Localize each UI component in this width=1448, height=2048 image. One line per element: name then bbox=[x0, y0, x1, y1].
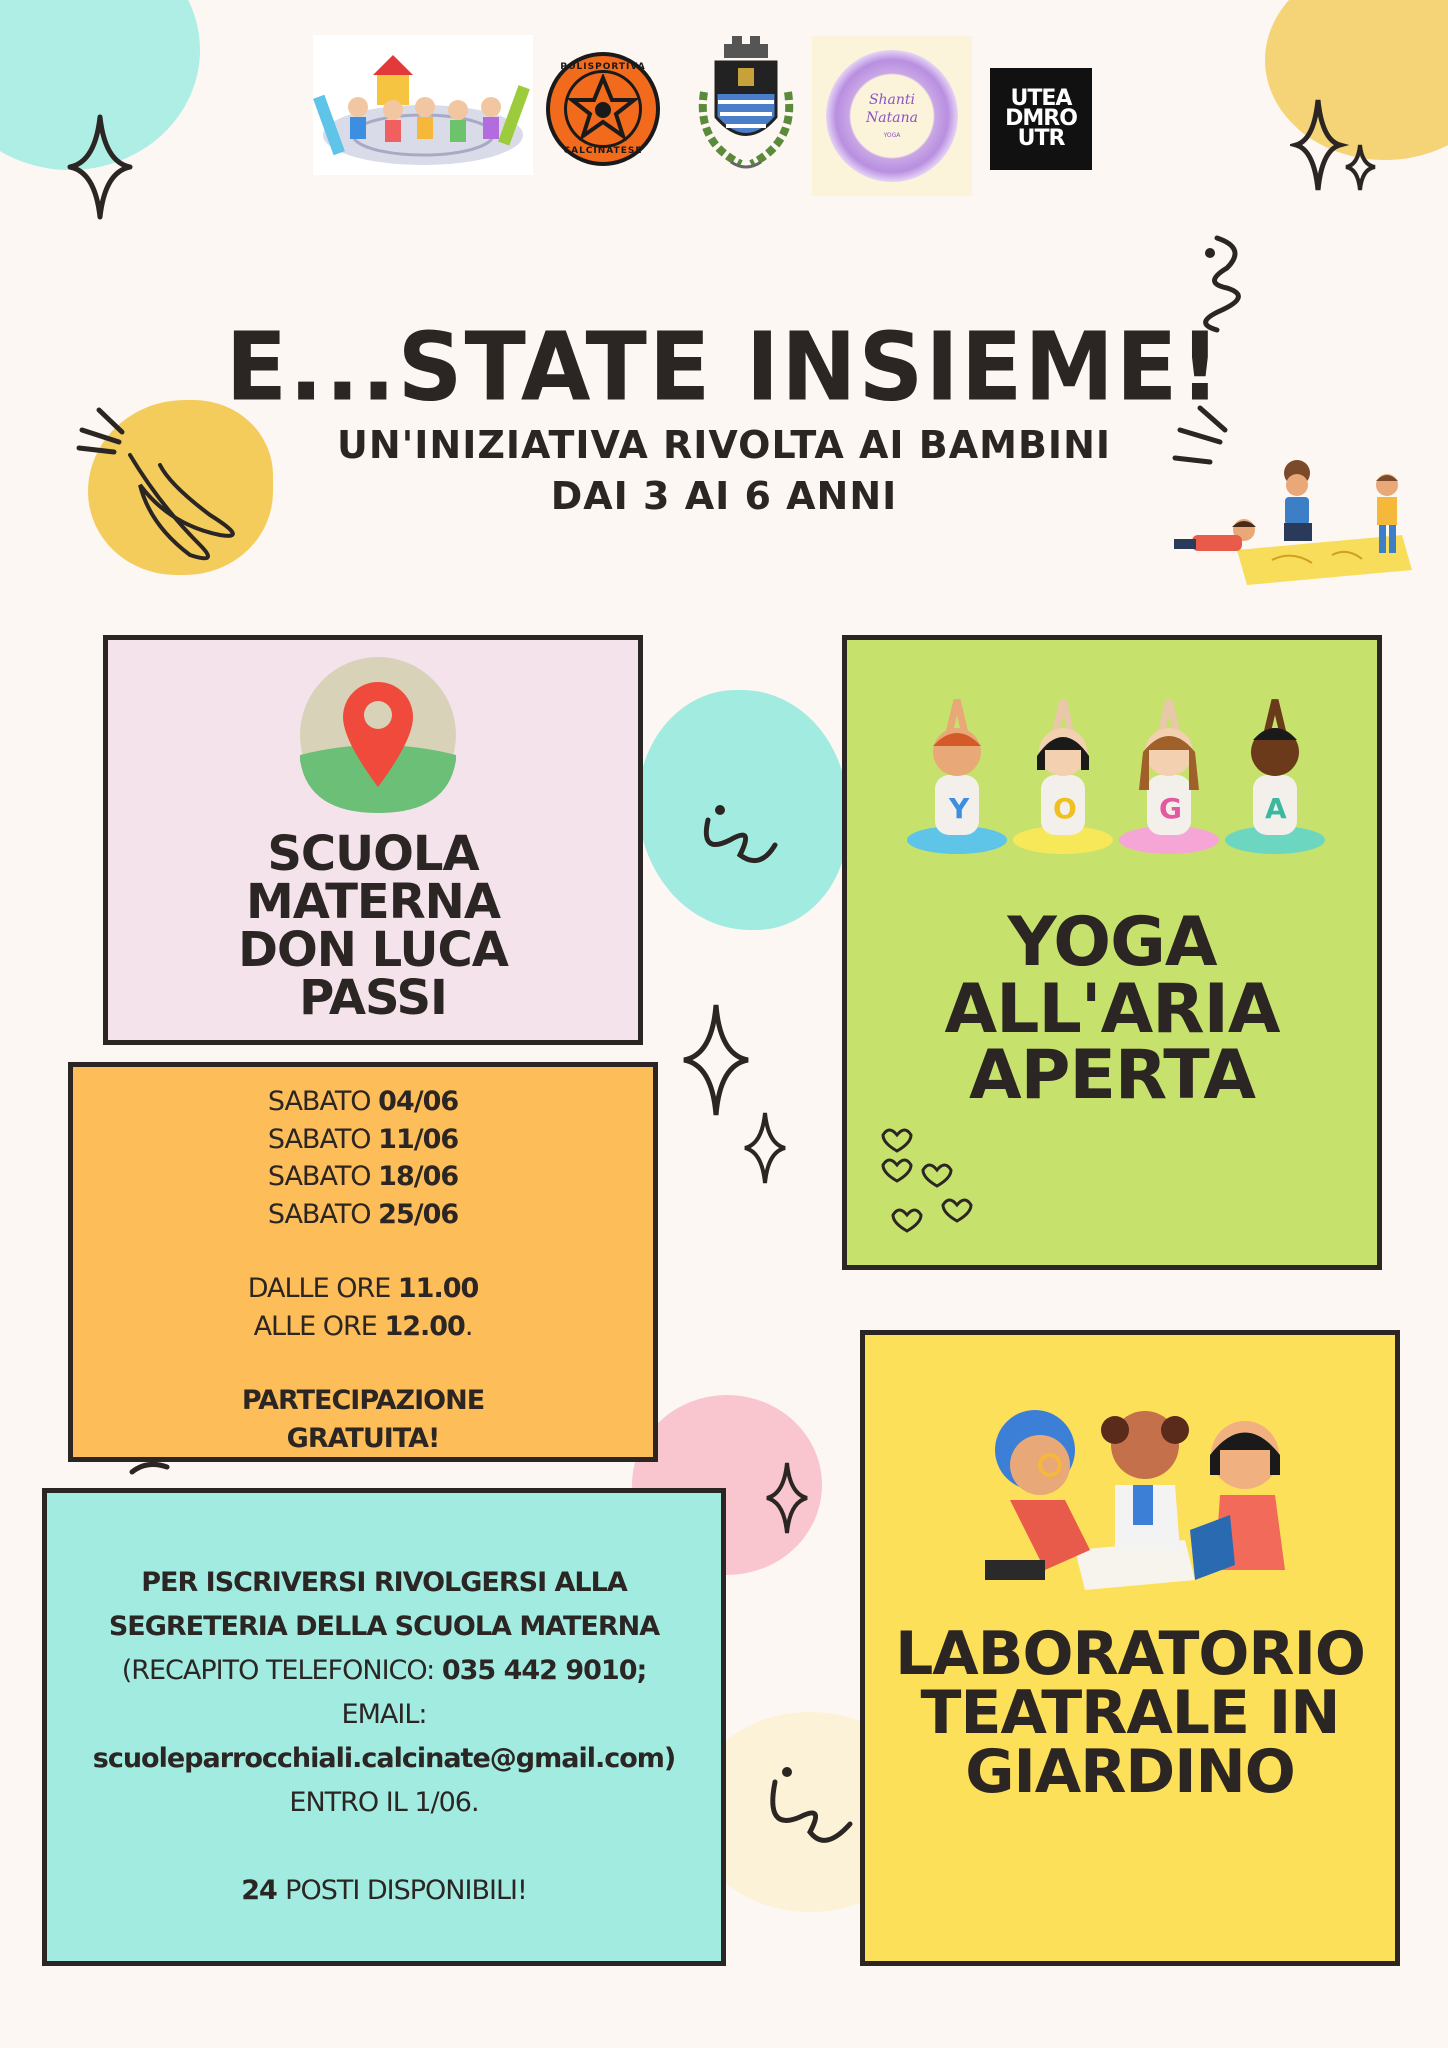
udu-line2: DMRO bbox=[1005, 106, 1077, 131]
municipal-crest-logo bbox=[686, 32, 806, 180]
enrol-phone: (RECAPITO TELEFONICO: 035 442 9010; bbox=[121, 1655, 647, 1686]
enrolment-card bbox=[42, 1488, 726, 1966]
free-participation-line1: PARTECIPAZIONE bbox=[241, 1385, 485, 1416]
udu-line3: UTR bbox=[1017, 126, 1065, 151]
schedule-to-time: ALLE ORE 12.00. bbox=[253, 1310, 473, 1342]
location-line3: DON LUCA bbox=[238, 922, 508, 978]
udu-teatro-logo bbox=[990, 68, 1092, 170]
sparkle-icon bbox=[740, 1108, 790, 1188]
shanti-line3: YOGA bbox=[883, 132, 901, 139]
map-pin-icon bbox=[298, 655, 458, 815]
available-seats: 24 POSTI DISPONIBILI! bbox=[241, 1875, 527, 1906]
enrol-email-label: EMAIL: bbox=[341, 1699, 427, 1730]
sparkle-icon bbox=[65, 112, 135, 222]
yoga-letter-o: O bbox=[1053, 792, 1077, 825]
swirl-icon bbox=[700, 800, 780, 870]
polisportiva-bottom-text: CALCINATESE bbox=[563, 146, 643, 156]
theatre-card bbox=[860, 1330, 1400, 1966]
sparkle-icon bbox=[762, 1458, 812, 1538]
schedule-date-row: SABATO 11/06 bbox=[267, 1123, 459, 1155]
sparkle-icon bbox=[678, 1000, 753, 1120]
kids-logo bbox=[313, 35, 533, 175]
yoga-kids-illustration bbox=[905, 690, 1325, 860]
location-card bbox=[103, 635, 643, 1045]
polisportiva-logo bbox=[546, 52, 660, 166]
yoga-title-line3: APERTA bbox=[969, 1036, 1255, 1116]
enrol-line1: PER ISCRIVERSI RIVOLGERSI ALLA bbox=[141, 1567, 627, 1598]
hearts-icon bbox=[877, 1115, 977, 1245]
theatre-title-line2: TEATRALE IN bbox=[920, 1677, 1340, 1748]
yoga-title-line1: YOGA bbox=[1007, 903, 1217, 982]
yoga-title-line2: ALL'ARIA bbox=[944, 969, 1280, 1049]
location-line2: MATERNA bbox=[246, 874, 500, 930]
location-line1: SCUOLA bbox=[267, 826, 479, 882]
polisportiva-top-text: POLISPORTIVA bbox=[560, 62, 646, 72]
schedule-date-row: SABATO 25/06 bbox=[267, 1198, 459, 1230]
enrol-deadline: ENTRO IL 1/06. bbox=[289, 1787, 479, 1818]
free-participation-line2: GRATUITA! bbox=[286, 1422, 440, 1454]
theatre-title-line3: GIARDINO bbox=[965, 1736, 1295, 1807]
shanti-line1: Shanti bbox=[868, 92, 916, 108]
schedule-date-row: SABATO 18/06 bbox=[267, 1161, 459, 1192]
theatre-title-line1: LABORATORIO bbox=[895, 1619, 1365, 1689]
sparkle-icon bbox=[1290, 95, 1385, 205]
page-subtitle-line1: UN'INIZIATIVA RIVOLTA AI BAMBINI bbox=[336, 423, 1112, 467]
yoga-letter-a: A bbox=[1265, 792, 1287, 825]
page-subtitle-line2: DAI 3 AI 6 ANNI bbox=[550, 474, 898, 518]
kids-reading-illustration bbox=[955, 1400, 1315, 1600]
udu-line1: UTEA bbox=[1010, 86, 1072, 111]
shanti-natana-yoga-logo bbox=[812, 36, 972, 196]
schedule-card bbox=[68, 1062, 658, 1462]
enrol-email[interactable]: scuoleparrocchiali.calcinate@gmail.com) bbox=[92, 1743, 676, 1774]
swirl-icon bbox=[765, 1762, 860, 1852]
yoga-letter-y: Y bbox=[949, 792, 970, 825]
yoga-card bbox=[842, 635, 1382, 1270]
page-title: E...STATE INSIEME! bbox=[225, 312, 1223, 423]
location-line4: PASSI bbox=[299, 970, 447, 1026]
enrol-line2: SEGRETERIA DELLA SCUOLA MATERNA bbox=[108, 1611, 660, 1642]
shanti-line2: Natana bbox=[866, 110, 918, 126]
schedule-date-row: SABATO 04/06 bbox=[267, 1086, 459, 1117]
yoga-letter-g: G bbox=[1159, 792, 1182, 825]
schedule-from-time: DALLE ORE 11.00 bbox=[247, 1273, 479, 1304]
